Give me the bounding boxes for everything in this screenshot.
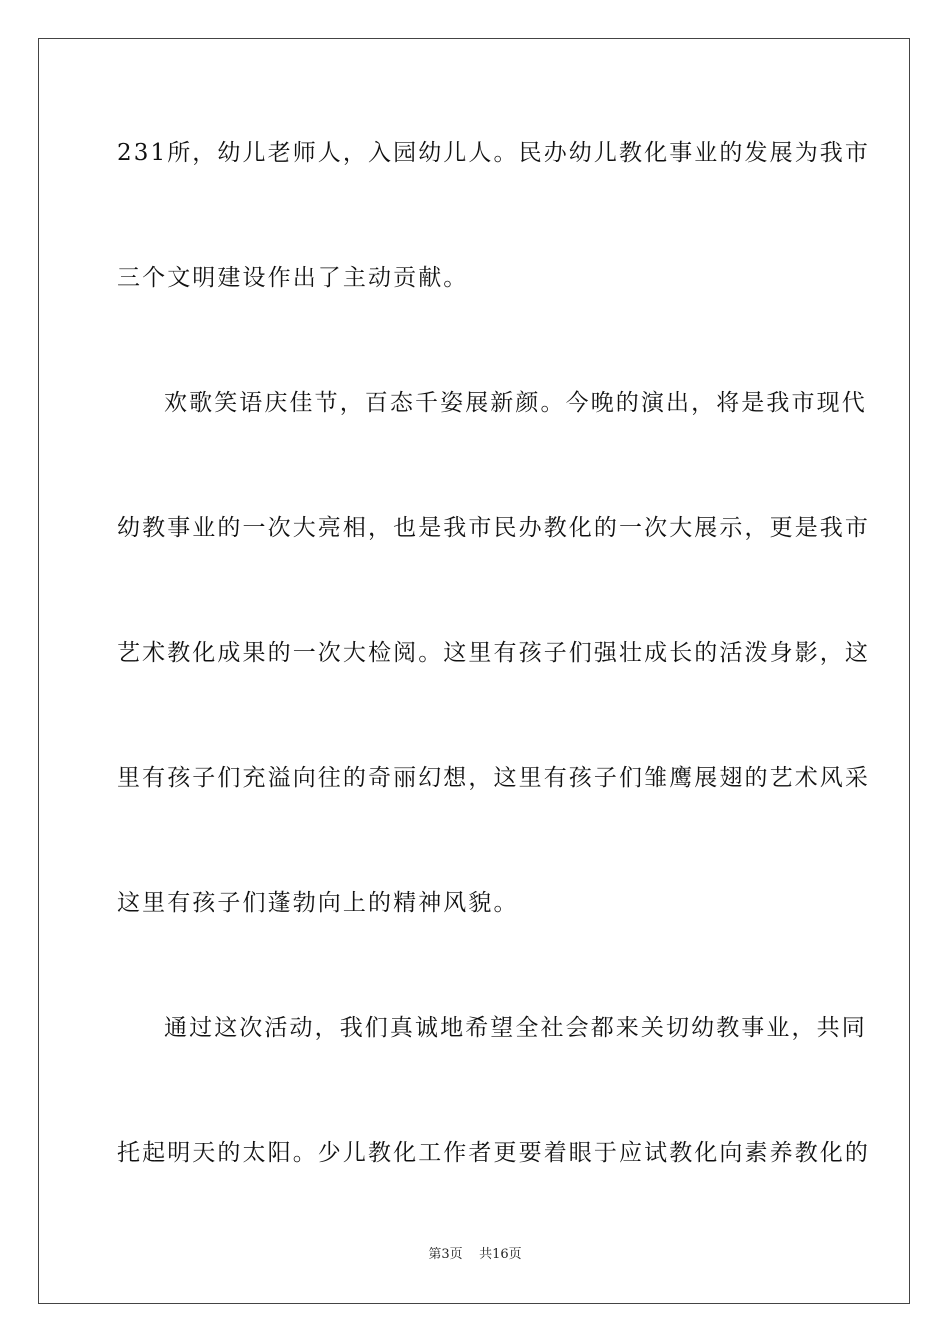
page-footer [0, 1246, 950, 1264]
body-text-line: 三个文明建设作出了主动贡献。 [117, 265, 469, 291]
body-text-line: 里有孩子们充溢向往的奇丽幻想，这里有孩子们雏鹰展翅的艺术风采 [117, 765, 870, 791]
paragraph-start-line: 欢歌笑语庆佳节，百态千姿展新颜。今晚的演出，将是我市现代 [164, 390, 867, 416]
page-number: 第3页 [428, 1247, 463, 1262]
body-text-line: 这里有孩子们蓬勃向上的精神风貌。 [117, 890, 519, 916]
total-pages: 共16页 [479, 1247, 522, 1262]
paragraph-start-line: 通过这次活动，我们真诚地希望全社会都来关切幼教事业，共同 [164, 1015, 867, 1041]
body-text-line: 托起明天的太阳。少儿教化工作者更要着眼于应试教化向素养教化的 [117, 1140, 870, 1166]
body-text-line: 艺术教化成果的一次大检阅。这里有孩子们强壮成长的活泼身影，这 [117, 640, 870, 666]
page-border [38, 38, 910, 1304]
body-text-line: 231所，幼儿老师人，入园幼儿人。民办幼儿教化事业的发展为我市 [117, 140, 870, 166]
body-text-line: 幼教事业的一次大亮相，也是我市民办教化的一次大展示，更是我市 [117, 515, 870, 541]
